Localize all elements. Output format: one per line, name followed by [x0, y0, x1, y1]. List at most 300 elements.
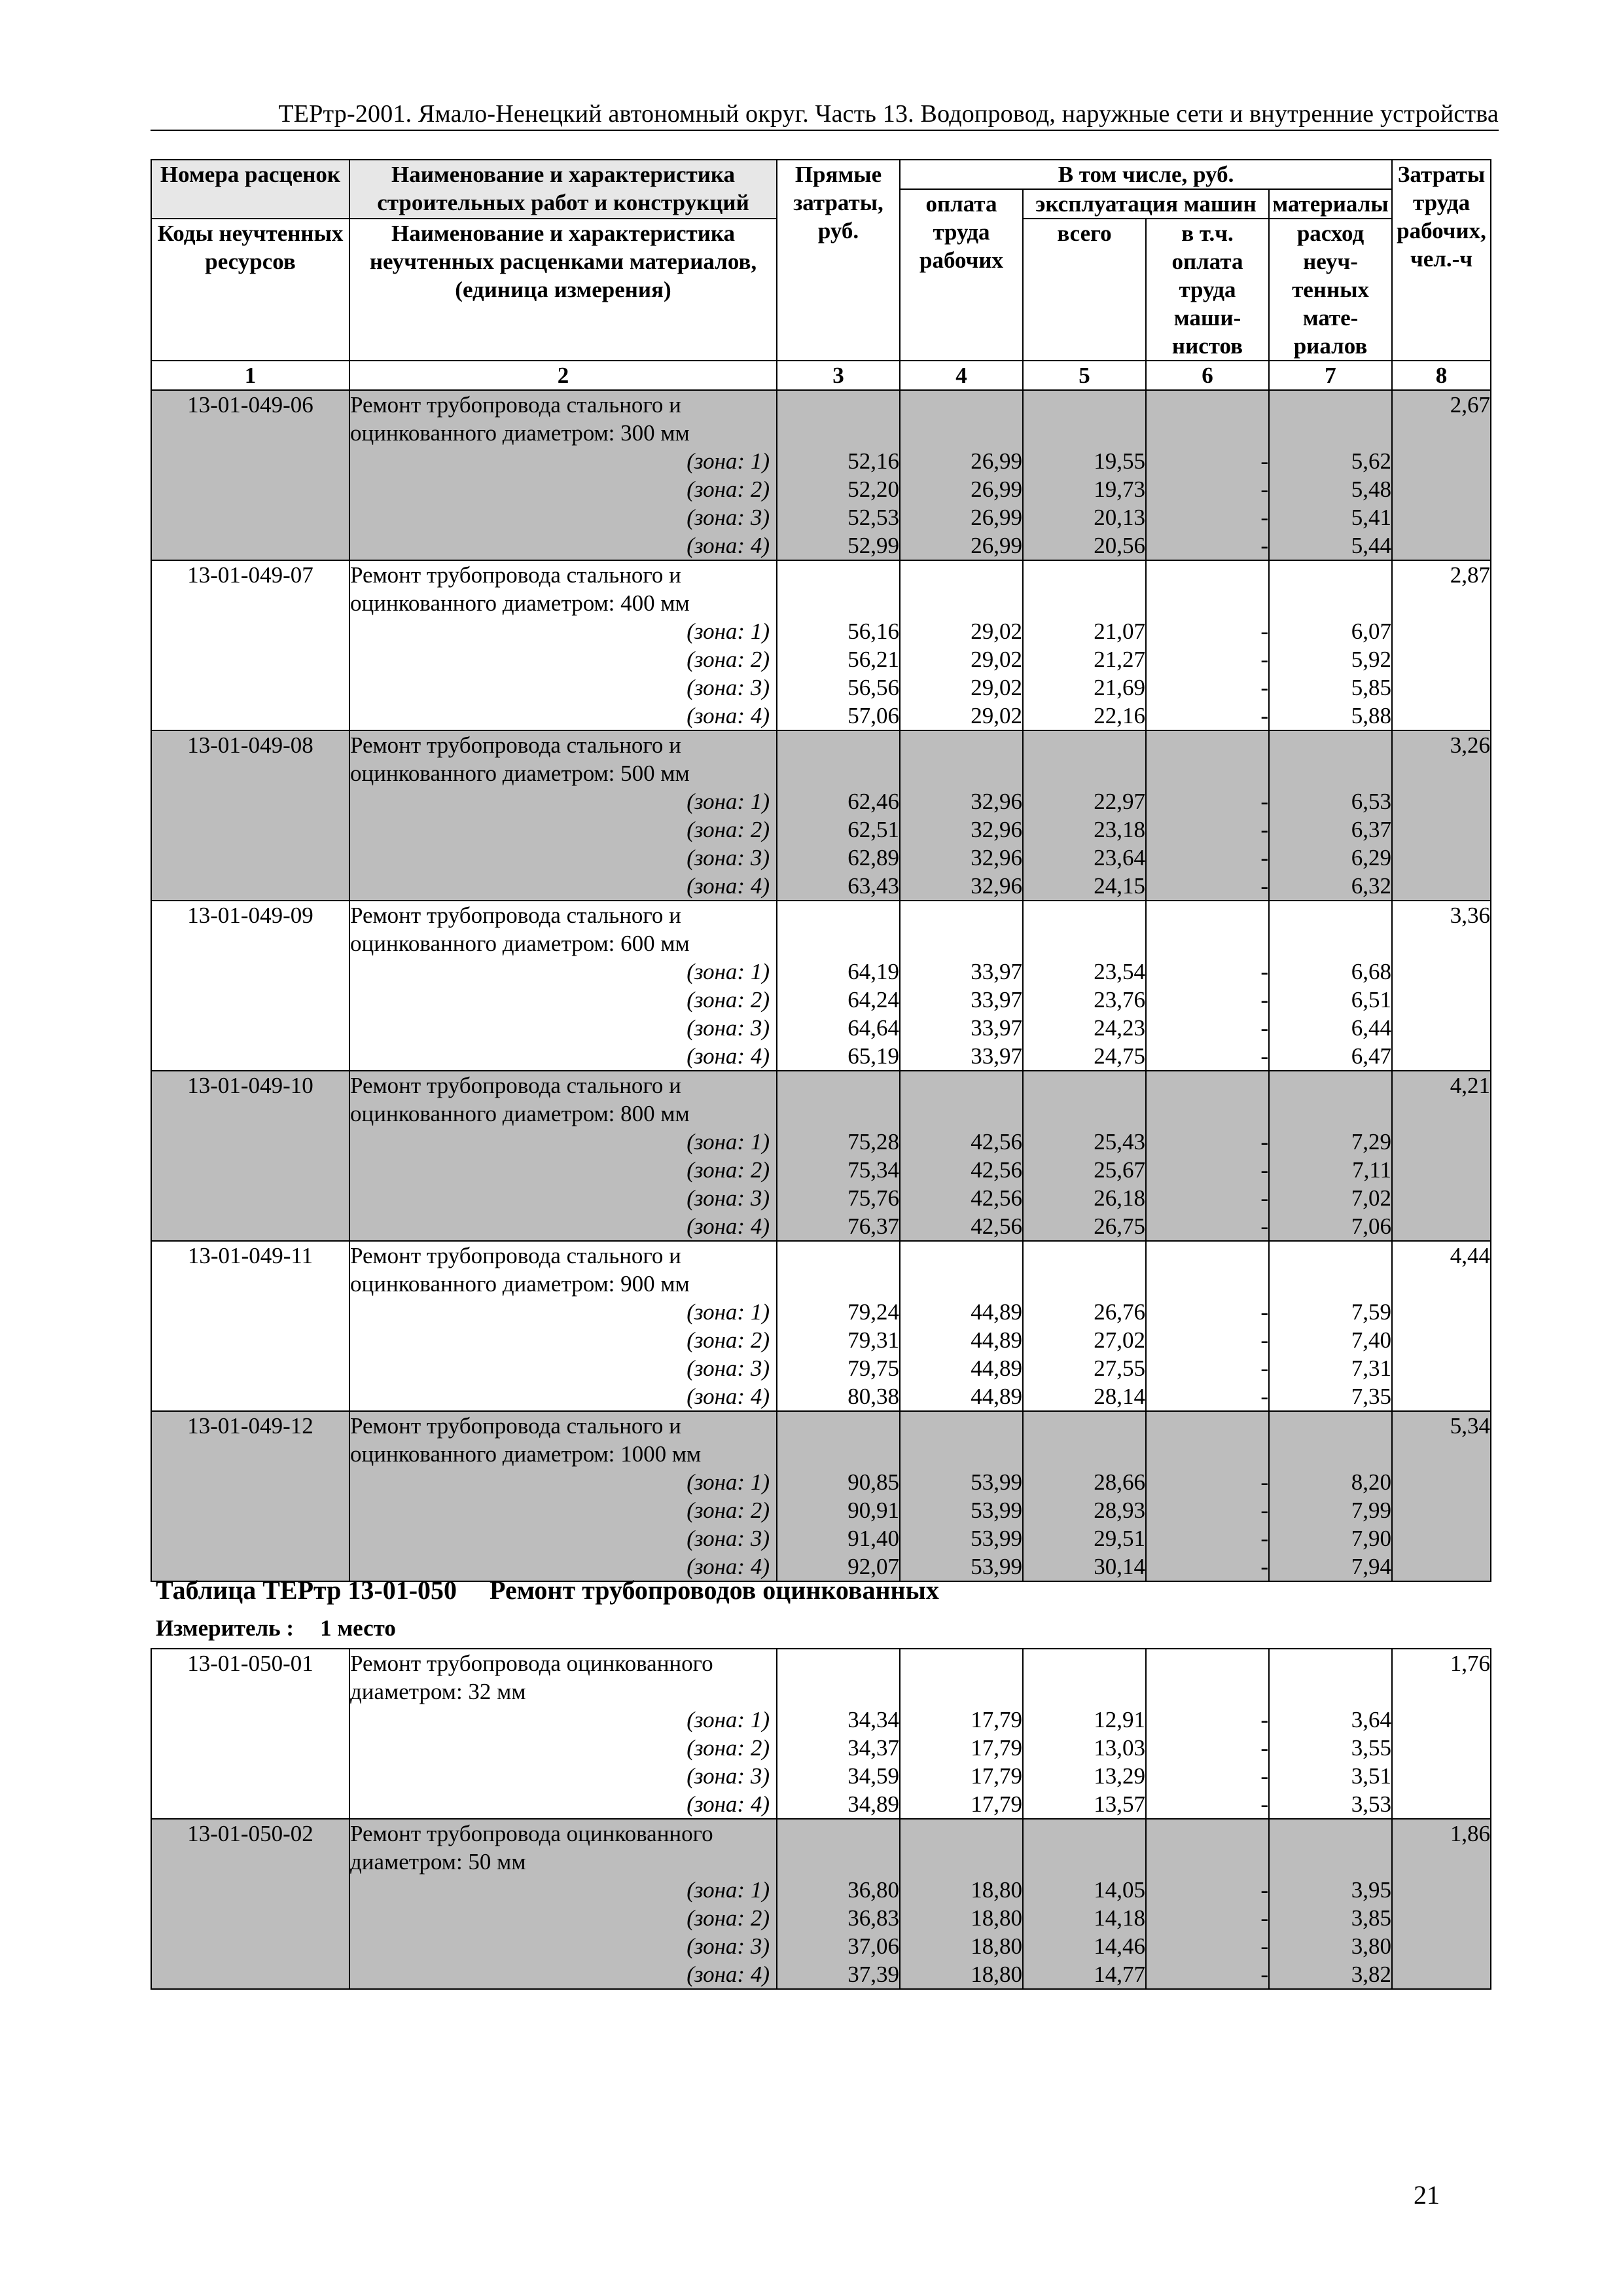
rate-code: 13-01-049-06: [151, 390, 349, 560]
machines-cost-cell: [1023, 1649, 1146, 1819]
materials-cost-cell: [1269, 1071, 1392, 1241]
blank-space: [1270, 901, 1391, 958]
wage-cost: 33,97: [971, 1043, 1022, 1069]
description-line: Ремонт трубопровода оцинкованного: [350, 1651, 713, 1676]
machinist-wage: -: [1260, 1554, 1268, 1579]
blank-space: [777, 1071, 899, 1128]
wage-cost-cell: [900, 1819, 1023, 1989]
header-labor-costs: Затраты труда рабочих, чел.-ч: [1392, 160, 1491, 361]
machines-cost: 23,76: [1094, 987, 1145, 1013]
rate-code: 13-01-049-11: [151, 1241, 349, 1411]
machinist-wage-cell: [1146, 901, 1269, 1071]
zone-label: (зона: 3): [687, 675, 770, 700]
blank-space: [901, 1242, 1022, 1298]
wage-cost: 44,89: [971, 1384, 1022, 1409]
labor-cost: 3,26: [1392, 730, 1491, 901]
machines-cost: 27,02: [1094, 1327, 1145, 1353]
wage-cost: 53,99: [971, 1498, 1022, 1523]
blank-space: [1147, 1242, 1268, 1298]
blank-space: [1270, 1649, 1391, 1706]
rate-description: [349, 730, 777, 901]
materials-cost: 7,02: [1351, 1185, 1392, 1211]
direct-cost: 91,40: [847, 1526, 899, 1551]
description-line: оцинкованного диаметром: 500 мм: [350, 761, 690, 786]
blank-space: [1024, 731, 1145, 787]
machinist-wage: -: [1260, 1157, 1268, 1183]
materials-cost: 7,06: [1351, 1213, 1392, 1239]
machinist-wage: -: [1260, 1791, 1268, 1817]
wage-cost-cell: [900, 901, 1023, 1071]
wage-cost: 33,97: [971, 1015, 1022, 1041]
direct-cost-cell: [777, 1819, 900, 1989]
header-wage: оплата труда рабочих: [900, 189, 1023, 361]
machinist-wage-cell: [1146, 730, 1269, 901]
direct-cost: 56,21: [847, 647, 899, 672]
blank-space: [1147, 391, 1268, 447]
materials-cost-cell: [1269, 1649, 1392, 1819]
blank-space: [1270, 1820, 1391, 1876]
wage-cost: 33,97: [971, 959, 1022, 984]
rate-code: 13-01-049-10: [151, 1071, 349, 1241]
wage-cost: 42,56: [971, 1129, 1022, 1155]
direct-cost: 37,06: [847, 1933, 899, 1959]
blank-space: [901, 561, 1022, 617]
materials-cost: 7,94: [1351, 1554, 1392, 1579]
zone-label: (зона: 2): [687, 647, 770, 672]
materials-cost: 3,55: [1351, 1735, 1391, 1761]
zone-label: (зона: 4): [687, 1554, 770, 1579]
blank-space: [777, 901, 899, 958]
direct-cost: 79,24: [847, 1299, 899, 1325]
rates-table-049: [151, 159, 1491, 1582]
rate-code: 13-01-050-01: [151, 1649, 349, 1819]
labor-cost: 4,44: [1392, 1241, 1491, 1411]
machines-cost: 13,03: [1094, 1735, 1145, 1761]
machines-cost-cell: [1023, 730, 1146, 901]
machinist-wage: -: [1260, 1763, 1268, 1789]
rates-table-050: [151, 1648, 1491, 1990]
machines-cost: 13,29: [1094, 1763, 1145, 1789]
wage-cost: 32,96: [971, 873, 1022, 899]
rate-description: [349, 1071, 777, 1241]
machines-cost: 14,05: [1094, 1877, 1145, 1903]
machines-cost: 28,66: [1094, 1469, 1145, 1495]
direct-cost: 79,31: [847, 1327, 899, 1353]
wage-cost: 53,99: [971, 1526, 1022, 1551]
blank-space: [1024, 1820, 1145, 1876]
labor-cost: 2,87: [1392, 560, 1491, 730]
machines-cost: 24,75: [1094, 1043, 1145, 1069]
wage-cost: 53,99: [971, 1469, 1022, 1495]
machinist-wage-cell: [1146, 1241, 1269, 1411]
direct-cost-cell: [777, 901, 900, 1071]
direct-cost: 34,59: [847, 1763, 899, 1789]
description-line: оцинкованного диаметром: 400 мм: [350, 590, 690, 616]
direct-cost: 80,38: [847, 1384, 899, 1409]
materials-cost: 5,85: [1351, 675, 1392, 700]
wage-cost: 26,99: [971, 476, 1022, 502]
machines-cost: 19,73: [1094, 476, 1145, 502]
direct-cost: 52,16: [847, 448, 899, 474]
machines-cost: 21,07: [1094, 619, 1145, 644]
machinist-wage: -: [1260, 448, 1268, 474]
zone-label: (зона: 1): [687, 619, 770, 644]
zone-label: (зона: 1): [687, 789, 770, 814]
materials-cost: 5,62: [1351, 448, 1392, 474]
blank-space: [777, 1649, 899, 1706]
table-body: [151, 1649, 1491, 1989]
column-number: 6: [1146, 361, 1269, 390]
header-work-name: Наименование и характеристика строительных работ и конструкций: [349, 160, 777, 219]
materials-cost: 7,40: [1351, 1327, 1392, 1353]
materials-cost-cell: [1269, 1411, 1392, 1581]
machinist-wage-cell: [1146, 1649, 1269, 1819]
wage-cost-cell: [900, 1649, 1023, 1819]
blank-space: [777, 1412, 899, 1468]
machines-cost: 29,51: [1094, 1526, 1145, 1551]
column-number: 2: [349, 361, 777, 390]
blank-space: [901, 391, 1022, 447]
direct-cost: 37,39: [847, 1962, 899, 1987]
column-number: 1: [151, 361, 349, 390]
zone-label: (зона: 1): [687, 959, 770, 984]
machines-cost: 28,93: [1094, 1498, 1145, 1523]
machinist-wage: -: [1260, 1384, 1268, 1409]
zone-label: (зона: 3): [687, 845, 770, 870]
machines-cost: 23,18: [1094, 817, 1145, 842]
direct-cost: 90,91: [847, 1498, 899, 1523]
table-title-name: Ремонт трубопроводов оцинкованных: [490, 1575, 939, 1605]
zone-label: (зона: 2): [687, 476, 770, 502]
machines-cost-cell: [1023, 901, 1146, 1071]
zone-label: (зона: 4): [687, 1791, 770, 1817]
direct-cost: 34,34: [847, 1707, 899, 1732]
zone-label: (зона: 2): [687, 1498, 770, 1523]
machines-cost: 23,54: [1094, 959, 1145, 984]
materials-cost-cell: [1269, 730, 1392, 901]
description-line: диаметром: 32 мм: [350, 1679, 526, 1704]
description-line: Ремонт трубопровода оцинкованного: [350, 1821, 713, 1846]
header-machines: эксплуатация машин: [1023, 189, 1269, 219]
header-machines-total: всего: [1023, 219, 1146, 361]
materials-cost-cell: [1269, 560, 1392, 730]
header-including: В том числе, руб.: [900, 160, 1392, 189]
wage-cost: 17,79: [971, 1735, 1022, 1761]
machinist-wage: -: [1260, 817, 1268, 842]
labor-cost: 2,67: [1392, 390, 1491, 560]
direct-cost: 79,75: [847, 1355, 899, 1381]
wage-cost: 44,89: [971, 1299, 1022, 1325]
materials-cost-cell: [1269, 1819, 1392, 1989]
zone-label: (зона: 2): [687, 987, 770, 1013]
measure-label: Измеритель :: [156, 1615, 294, 1641]
zone-label: (зона: 2): [687, 817, 770, 842]
zone-label: (зона: 1): [687, 1877, 770, 1903]
direct-cost-cell: [777, 1411, 900, 1581]
direct-cost-cell: [777, 1649, 900, 1819]
machines-cost: 26,75: [1094, 1213, 1145, 1239]
labor-cost: 3,36: [1392, 901, 1491, 1071]
rate-code: 13-01-049-12: [151, 1411, 349, 1581]
blank-space: [1024, 1412, 1145, 1468]
direct-cost: 57,06: [847, 703, 899, 728]
direct-cost: 75,76: [847, 1185, 899, 1211]
wage-cost: 42,56: [971, 1213, 1022, 1239]
materials-cost: 3,53: [1351, 1791, 1391, 1817]
wage-cost: 32,96: [971, 789, 1022, 814]
table-body: [151, 390, 1491, 1581]
blank-space: [1147, 1820, 1268, 1876]
description-line: оцинкованного диаметром: 900 мм: [350, 1271, 690, 1297]
blank-space: [901, 1649, 1022, 1706]
blank-space: [1024, 1242, 1145, 1298]
blank-space: [1024, 901, 1145, 958]
machinist-wage: -: [1260, 1015, 1268, 1041]
description-line: Ремонт трубопровода стального и: [350, 1243, 681, 1268]
materials-cost: 6,47: [1351, 1043, 1392, 1069]
machines-cost: 20,56: [1094, 533, 1145, 558]
table-title: [156, 1575, 939, 1606]
wage-cost: 26,99: [971, 505, 1022, 530]
machines-cost: 25,43: [1094, 1129, 1145, 1155]
machinist-wage: -: [1260, 1327, 1268, 1353]
blank-space: [1024, 391, 1145, 447]
direct-cost: 75,28: [847, 1129, 899, 1155]
zone-label: (зона: 1): [687, 448, 770, 474]
rate-row: [151, 1411, 1491, 1581]
column-number: 7: [1269, 361, 1392, 390]
rate-description: [349, 1241, 777, 1411]
blank-space: [777, 1820, 899, 1876]
wage-cost-cell: [900, 1241, 1023, 1411]
zone-label: (зона: 3): [687, 1933, 770, 1959]
description-line: диаметром: 50 мм: [350, 1849, 526, 1874]
rate-row: [151, 390, 1491, 560]
rate-row: [151, 1071, 1491, 1241]
blank-space: [1270, 1071, 1391, 1128]
rate-description: [349, 1411, 777, 1581]
wage-cost: 32,96: [971, 845, 1022, 870]
blank-space: [1270, 561, 1391, 617]
materials-cost: 7,99: [1351, 1498, 1392, 1523]
machines-cost: 13,57: [1094, 1791, 1145, 1817]
header-rate-numbers: Номера расценок: [151, 160, 349, 219]
wage-cost: 29,02: [971, 703, 1022, 728]
machinist-wage: -: [1260, 505, 1268, 530]
direct-cost: 34,89: [847, 1791, 899, 1817]
zone-label: (зона: 2): [687, 1735, 770, 1761]
machinist-wage: -: [1260, 959, 1268, 984]
machines-cost: 23,64: [1094, 845, 1145, 870]
materials-cost: 5,92: [1351, 647, 1392, 672]
blank-space: [901, 1071, 1022, 1128]
rate-row: [151, 1241, 1491, 1411]
machinist-wage: -: [1260, 1355, 1268, 1381]
materials-cost: 6,44: [1351, 1015, 1392, 1041]
zone-label: (зона: 4): [687, 1213, 770, 1239]
blank-space: [1270, 1412, 1391, 1468]
machinist-wage-cell: [1146, 560, 1269, 730]
materials-cost: 3,51: [1351, 1763, 1391, 1789]
machines-cost: 14,18: [1094, 1905, 1145, 1931]
description-line: Ремонт трубопровода стального и: [350, 732, 681, 758]
machinist-wage: -: [1260, 1185, 1268, 1211]
machines-cost-cell: [1023, 560, 1146, 730]
rate-code: 13-01-049-08: [151, 730, 349, 901]
materials-cost: 5,44: [1351, 533, 1392, 558]
direct-cost-cell: [777, 1241, 900, 1411]
direct-cost: 63,43: [847, 873, 899, 899]
materials-cost-cell: [1269, 390, 1392, 560]
blank-space: [1024, 561, 1145, 617]
rate-row: [151, 901, 1491, 1071]
machines-cost: 28,14: [1094, 1384, 1145, 1409]
materials-cost: 6,29: [1351, 845, 1392, 870]
materials-cost: 6,07: [1351, 619, 1392, 644]
blank-space: [1270, 731, 1391, 787]
machinist-wage: -: [1260, 1905, 1268, 1931]
machinist-wage: -: [1260, 1933, 1268, 1959]
blank-space: [1147, 1412, 1268, 1468]
materials-cost: 7,90: [1351, 1526, 1392, 1551]
materials-cost: 7,29: [1351, 1129, 1392, 1155]
machinist-wage: -: [1260, 1469, 1268, 1495]
materials-cost: 6,51: [1351, 987, 1392, 1013]
direct-cost: 52,99: [847, 533, 899, 558]
materials-cost: 3,64: [1351, 1707, 1391, 1732]
wage-cost-cell: [900, 1411, 1023, 1581]
machines-cost: 12,91: [1094, 1707, 1145, 1732]
rate-row: [151, 560, 1491, 730]
machines-cost: 14,46: [1094, 1933, 1145, 1959]
wage-cost: 44,89: [971, 1355, 1022, 1381]
blank-space: [777, 561, 899, 617]
description-line: Ремонт трубопровода стального и: [350, 392, 681, 418]
blank-space: [901, 1412, 1022, 1468]
machines-cost-cell: [1023, 1411, 1146, 1581]
machines-cost-cell: [1023, 1819, 1146, 1989]
machines-cost: 20,13: [1094, 505, 1145, 530]
wage-cost: 17,79: [971, 1707, 1022, 1732]
rate-row: [151, 730, 1491, 901]
wage-cost: 53,99: [971, 1554, 1022, 1579]
zone-label: (зона: 3): [687, 1763, 770, 1789]
header-unaccounted-materials: расход неуч-тенных мате-риалов: [1269, 219, 1392, 361]
wage-cost: 26,99: [971, 448, 1022, 474]
zone-label: (зона: 2): [687, 1157, 770, 1183]
wage-cost: 42,56: [971, 1185, 1022, 1211]
machines-cost: 21,69: [1094, 675, 1145, 700]
machinist-wage-cell: [1146, 1071, 1269, 1241]
direct-cost: 64,24: [847, 987, 899, 1013]
zone-label: (зона: 1): [687, 1469, 770, 1495]
zone-label: (зона: 1): [687, 1707, 770, 1732]
description-line: оцинкованного диаметром: 800 мм: [350, 1101, 690, 1126]
materials-cost: 7,31: [1351, 1355, 1392, 1381]
machinist-wage: -: [1260, 647, 1268, 672]
labor-cost: 5,34: [1392, 1411, 1491, 1581]
wage-cost: 18,80: [971, 1877, 1022, 1903]
rate-code: 13-01-049-07: [151, 560, 349, 730]
materials-cost: 8,20: [1351, 1469, 1392, 1495]
wage-cost: 26,99: [971, 533, 1022, 558]
machinist-wage: -: [1260, 1526, 1268, 1551]
header-material-names: Наименование и характеристика неучтенных расценками материалов, (единица измерения): [349, 219, 777, 361]
description-line: оцинкованного диаметром: 600 мм: [350, 931, 690, 956]
wage-cost: 44,89: [971, 1327, 1022, 1353]
wage-cost: 29,02: [971, 619, 1022, 644]
materials-cost: 3,80: [1351, 1933, 1391, 1959]
rate-description: [349, 1819, 777, 1989]
blank-space: [1270, 391, 1391, 447]
description-line: Ремонт трубопровода стального и: [350, 562, 681, 588]
blank-space: [1147, 561, 1268, 617]
wage-cost: 18,80: [971, 1962, 1022, 1987]
direct-cost: 52,53: [847, 505, 899, 530]
zone-label: (зона: 4): [687, 1962, 770, 1987]
materials-cost: 6,37: [1351, 817, 1392, 842]
machinist-wage: -: [1260, 1877, 1268, 1903]
table-header: [151, 160, 1491, 390]
direct-cost-cell: [777, 390, 900, 560]
materials-cost: 5,88: [1351, 703, 1392, 728]
machines-cost: 25,67: [1094, 1157, 1145, 1183]
column-number: 4: [900, 361, 1023, 390]
blank-space: [1147, 901, 1268, 958]
table-title-code: Таблица ТЕРтр 13-01-050: [156, 1575, 457, 1605]
materials-cost: 5,41: [1351, 505, 1392, 530]
materials-cost: 5,48: [1351, 476, 1392, 502]
wage-cost: 42,56: [971, 1157, 1022, 1183]
zone-label: (зона: 3): [687, 1015, 770, 1041]
zone-label: (зона: 1): [687, 1129, 770, 1155]
rate-description: [349, 901, 777, 1071]
machinist-wage: -: [1260, 1043, 1268, 1069]
header-rule: [151, 130, 1499, 131]
header-direct-costs: Прямые затраты, руб.: [777, 160, 900, 361]
description-line: Ремонт трубопровода стального и: [350, 903, 681, 928]
machinist-wage: -: [1260, 675, 1268, 700]
direct-cost: 62,51: [847, 817, 899, 842]
wage-cost: 18,80: [971, 1933, 1022, 1959]
zone-label: (зона: 4): [687, 873, 770, 899]
direct-cost: 64,19: [847, 959, 899, 984]
materials-cost: 7,11: [1352, 1157, 1392, 1183]
materials-cost: 6,68: [1351, 959, 1392, 984]
blank-space: [777, 391, 899, 447]
machinist-wage: -: [1260, 1498, 1268, 1523]
labor-cost: 4,21: [1392, 1071, 1491, 1241]
zone-label: (зона: 1): [687, 1299, 770, 1325]
direct-cost: 36,83: [847, 1905, 899, 1931]
materials-cost: 3,95: [1351, 1877, 1391, 1903]
machines-cost: 21,27: [1094, 647, 1145, 672]
wage-cost-cell: [900, 390, 1023, 560]
blank-space: [901, 1820, 1022, 1876]
measure-value: 1 место: [320, 1615, 396, 1641]
machines-cost: 30,14: [1094, 1554, 1145, 1579]
wage-cost: 29,02: [971, 675, 1022, 700]
wage-cost: 33,97: [971, 987, 1022, 1013]
blank-space: [901, 901, 1022, 958]
machinist-wage: -: [1260, 619, 1268, 644]
rate-code: 13-01-049-09: [151, 901, 349, 1071]
machinist-wage: -: [1260, 1213, 1268, 1239]
materials-cost: 3,85: [1351, 1905, 1391, 1931]
machinist-wage: -: [1260, 845, 1268, 870]
machinist-wage: -: [1260, 1735, 1268, 1761]
materials-cost: 6,53: [1351, 789, 1392, 814]
